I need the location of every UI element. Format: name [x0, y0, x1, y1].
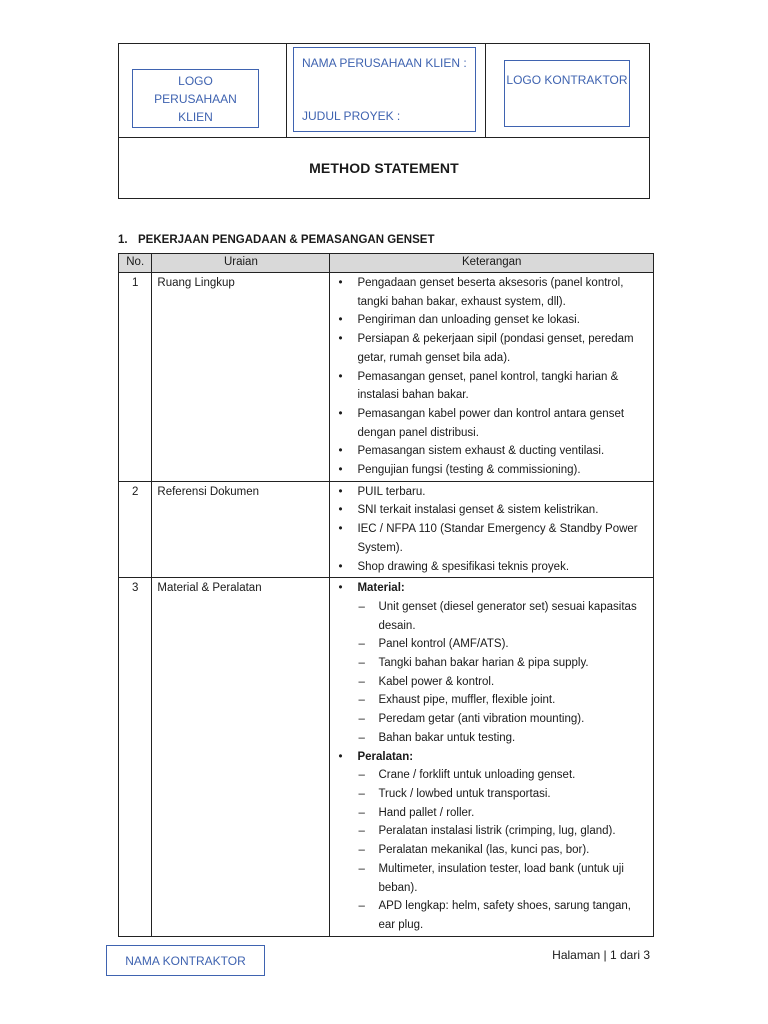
- contractor-name-box: [106, 945, 265, 976]
- page-number: Halaman | 1 dari 3: [552, 948, 650, 962]
- row-number: 1: [119, 273, 152, 482]
- row-keterangan: [330, 578, 654, 936]
- list-item: • Pemasangan kabel power dan kontrol antara genset dengan panel distribusi.: [338, 407, 625, 439]
- table-row: [119, 578, 654, 936]
- list-item: • Shop drawing & spesifikasi teknis proyek.: [338, 560, 570, 573]
- contractor-logo-label: LOGO KONTRAKTOR: [506, 73, 628, 87]
- row-uraian: Material & Peralatan: [152, 578, 330, 936]
- document-title: METHOD STATEMENT: [309, 160, 459, 176]
- list-item-peralatan: • Peralatan: – Crane / forklift untuk unloading genset. – Truck / lowbed untuk transportasi. – Hand pallet / roller. – Peralatan instalasi listrik (crimping, lug, gland). – Peralatan mekanikal (las, kunci pas, bor). – Multimeter, insulation tester, load bank (untuk uji beban). – APD lengkap: helm, safety shoes, sarung tangan, ear plug.: [330, 748, 649, 935]
- sub-list-item: – Kabel power & kontrol.: [358, 675, 495, 688]
- sub-list-item: – Unit genset (diesel generator set) sesuai kapasitas desain.: [358, 600, 637, 632]
- section-number: 1.: [118, 234, 128, 246]
- list-item: • PUIL terbaru.: [338, 485, 426, 498]
- client-logo-placeholder: [132, 69, 259, 128]
- column-header-keterangan: Keterangan: [330, 254, 654, 273]
- row-keterangan: [330, 273, 654, 482]
- project-title-label: JUDUL PROYEK :: [302, 109, 401, 123]
- sub-list-item: – Peredam getar (anti vibration mounting).: [358, 713, 585, 726]
- row-uraian: Referensi Dokumen: [152, 481, 330, 578]
- column-header-no: No.: [119, 254, 152, 273]
- list-item-material: • Material: – Unit genset (diesel generator set) sesuai kapasitas desain. – Panel kontrol (AMF/ATS). – Tangki bahan bakar harian & pipa supply. – Kabel power & kontrol. – Exhaust pipe, muffler, flexible joint. – Peredam getar (anti vibration mounting). – Bahan bakar untuk testing.: [330, 579, 649, 747]
- sub-list-item: – Crane / forklift untuk unloading genset.: [358, 769, 576, 782]
- sub-list-item: – Tangki bahan bakar harian & pipa supply.: [358, 657, 589, 670]
- project-info-box: [293, 47, 476, 132]
- sub-list-item: – Hand pallet / roller.: [358, 806, 475, 819]
- sub-list-item: – APD lengkap: helm, safety shoes, sarung tangan, ear plug.: [358, 900, 631, 931]
- list-item: • Pengiriman dan unloading genset ke lokasi.: [338, 314, 580, 327]
- row-number: 3: [119, 578, 152, 936]
- sub-list-item: – Peralatan instalasi listrik (crimping, lug, gland).: [358, 825, 616, 838]
- contractor-name-label: NAMA KONTRAKTOR: [125, 953, 246, 968]
- list-item: • Persiapan & pekerjaan sipil (pondasi genset, peredam getar, rumah genset bila ada).: [338, 333, 634, 364]
- sub-list-item: – Truck / lowbed untuk transportasi.: [358, 787, 551, 800]
- sub-list-item: – Panel kontrol (AMF/ATS).: [358, 638, 509, 651]
- sub-list-item: – Exhaust pipe, muffler, flexible joint.: [358, 694, 556, 707]
- document-header: [118, 43, 650, 199]
- method-statement-table: [118, 253, 654, 937]
- section-heading: [118, 234, 434, 246]
- contractor-logo-placeholder: [504, 60, 630, 127]
- list-item: • IEC / NFPA 110 (Standar Emergency & Standby Power System).: [338, 523, 638, 554]
- row-uraian: Ruang Lingkup: [152, 273, 330, 482]
- list-item: • Pengadaan genset beserta aksesoris (panel kontrol, tangki bahan bakar, exhaust system, dll).: [338, 277, 624, 308]
- section-title: PEKERJAAN PENGADAAN & PEMASANGAN GENSET: [138, 234, 435, 246]
- table-row: [119, 481, 654, 578]
- client-logo-cell: [119, 44, 287, 137]
- list-item: • Pengujian fungsi (testing & commissioning).: [338, 464, 581, 477]
- document-title-row: [119, 137, 649, 198]
- project-info-cell: [287, 44, 486, 137]
- sub-list-item: – Bahan bakar untuk testing.: [358, 731, 516, 744]
- table-header-row: [119, 254, 654, 273]
- column-header-uraian: Uraian: [152, 254, 330, 273]
- sub-list-item: – Peralatan mekanikal (las, kunci pas, bor).: [358, 844, 590, 857]
- table-row: [119, 273, 654, 482]
- list-item: • Pemasangan sistem exhaust & ducting ventilasi.: [338, 445, 605, 458]
- row-number: 2: [119, 481, 152, 578]
- sub-list-item: – Multimeter, insulation tester, load bank (untuk uji beban).: [358, 862, 624, 894]
- row-keterangan: [330, 481, 654, 578]
- client-logo-label: LOGO PERUSAHAAN KLIEN: [154, 73, 237, 124]
- client-company-name-label: NAMA PERUSAHAAN KLIEN :: [302, 56, 467, 70]
- contractor-logo-cell: [486, 44, 650, 137]
- list-item: • SNI terkait instalasi genset & sistem kelistrikan.: [338, 504, 599, 517]
- list-item: • Pemasangan genset, panel kontrol, tangki harian & instalasi bahan bakar.: [338, 370, 619, 402]
